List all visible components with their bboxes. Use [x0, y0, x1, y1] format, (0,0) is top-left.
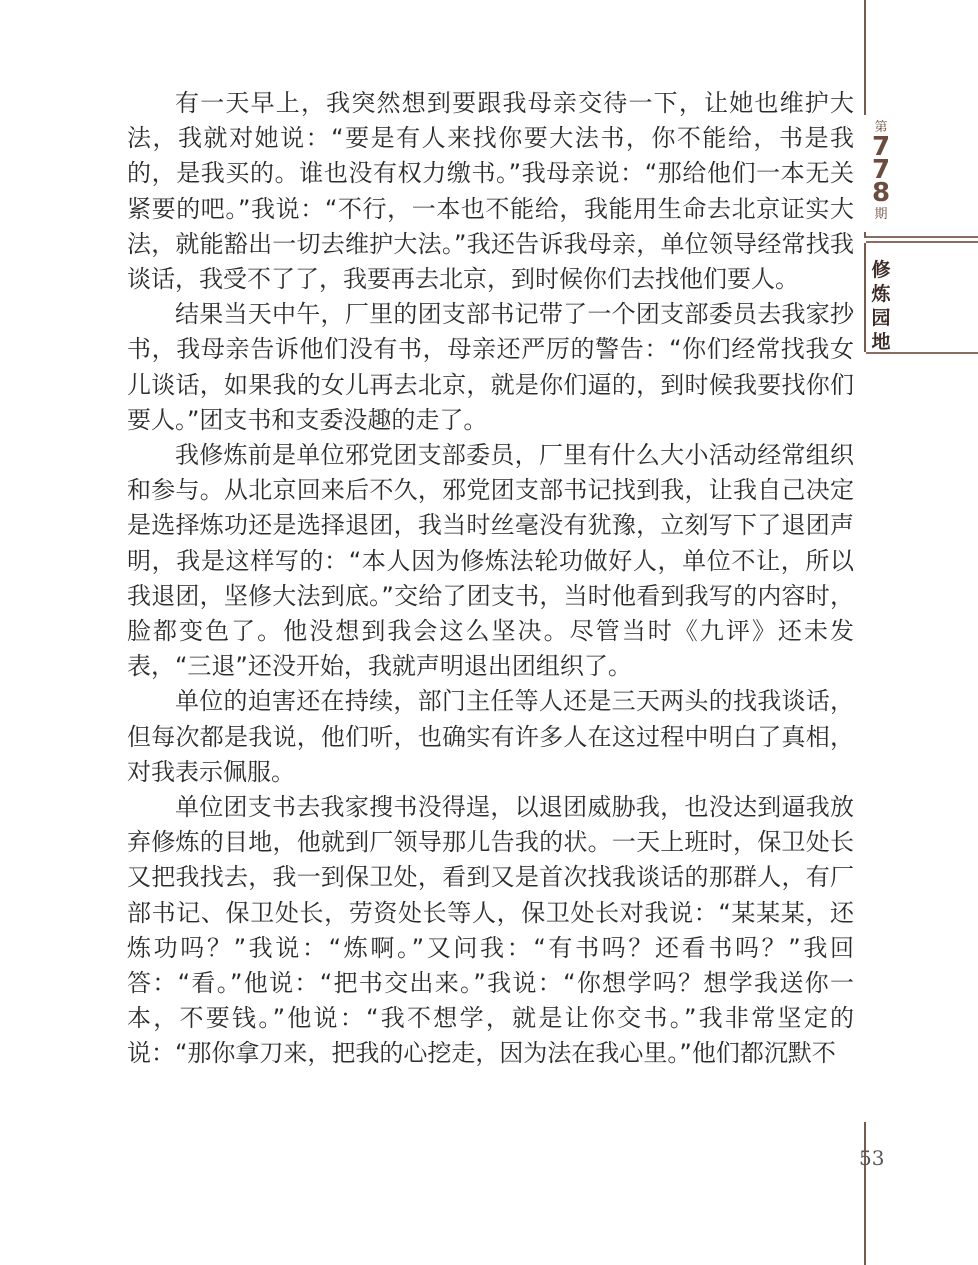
- paragraph-3: 我修炼前是单位邪党团支部委员，厂里有什么大小活动经常组织和参与。从北京回来后不久，邪党团支部书记找到我，让我自己决定是选择炼功还是选择退团，我当时丝毫没有犹豫，立刻写下了退团声明，我是这样写的：“本人因为修炼法轮功做好人，单位不让，所以我退团，坚修大法到底。”交给了团支书，当时他看到我写的内容时，脸都变色了。他没想到我会这么坚决。尽管当时《九评》还未发表，“三退”还没开始，我就声明退出团组织了。: [127, 441, 854, 681]
- section-char-2: 炼: [871, 283, 891, 305]
- section-char-3: 园: [871, 307, 891, 329]
- page-number: 53: [859, 1146, 885, 1170]
- section-title: [866, 258, 896, 354]
- issue-digit: 8: [871, 178, 891, 208]
- issue-prefix: 第: [874, 120, 888, 135]
- issue-number: [866, 132, 896, 208]
- article-body: [127, 86, 854, 1072]
- sidebar-rule-bottom: [864, 1122, 866, 1265]
- paragraph-5: 单位团支书去我家搜书没得逞，以退团威胁我，也没达到逼我放弃修炼的目地，他就到厂领导那儿告我的状。一天上班时，保卫处长又把我找去，我一到保卫处，看到又是首次找我谈话的那群人，有厂部书记、保卫处长，劳资处长等人，保卫处长对我说：“某某某，还炼功吗？”我说：“炼啊。”又问我：“有书吗？还看书吗？”我回答：“看。”他说：“把书交出来。”我说：“你想学吗？想学我送你一本，不要钱。”他说：“我不想学，就是让你交书。”我非常坚定的说：“那你拿刀来，把我的心挖走，因为法在我心里。”他们都沉默不: [127, 793, 854, 1068]
- issue-suffix: 期: [874, 207, 888, 222]
- section-char-1: 修: [871, 259, 891, 281]
- issue-label: [866, 120, 896, 223]
- sidebar-divider-2: [866, 241, 978, 243]
- paragraph-2: 结果当天中午，厂里的团支部书记带了一个团支部委员去我家抄书，我母亲告诉他们没有书，母亲还严厉的警告：“你们经常找我女儿谈话，如果我的女儿再去北京，就是你们逼的，到时候我要找你们要人。”团支书和支委没趣的走了。: [127, 300, 854, 434]
- paragraph-1: 有一天早上，我突然想到要跟我母亲交待一下，让她也维护大法，我就对她说：“要是有人来找你要大法书，你不能给，书是我的，是我买的。谁也没有权力缴书。”我母亲说：“那给他们一本无关紧要的吧。”我说：“不行，一本也不能给，我能用生命去北京证实大法，就能豁出一切去维护大法。”我还告诉我母亲，单位领导经常找我谈话，我受不了了，我要再去北京，到时候你们去找他们要人。: [127, 89, 854, 294]
- issue-digit: 7: [871, 155, 891, 185]
- issue-digit: 7: [871, 132, 891, 162]
- section-char-4: 地: [871, 331, 891, 353]
- sidebar-rule-top: [864, 0, 866, 115]
- sidebar-divider-1: [866, 236, 978, 238]
- paragraph-4: 单位的迫害还在持续，部门主任等人还是三天两头的找我谈话，但每次都是我说，他们听，也确实有许多人在这过程中明白了真相，对我表示佩服。: [127, 687, 854, 786]
